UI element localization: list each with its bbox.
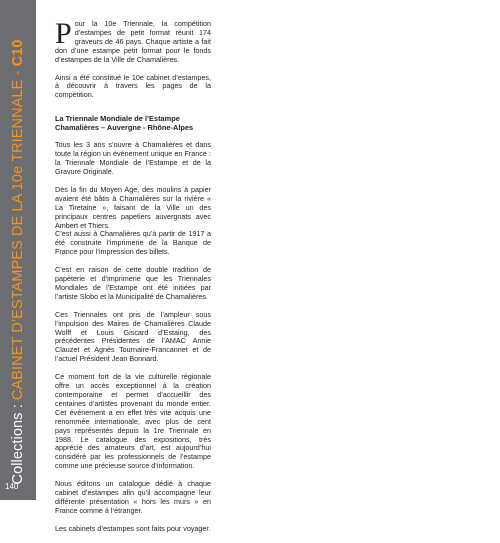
paragraph-moment-fort: Ce moment fort de la vie culturelle régionale offre un accès exceptionnel à la création contemporaine et permet d’accueillir des centaines d’artistes provenant du monde entier. Cet événement a en effet très vite acquis une renommée internationale, avec plus de cent pays représentés depuis la 1re Triennale en 1988. Le catalogue des expositions, très apprécié des amateurs d’art, est aujourd’hui considéré par les professionnels de l’estampe comme une précieuse source d’information. xyxy=(55,372,211,471)
drop-cap: P xyxy=(55,17,72,50)
paragraph-catalogue: Nous éditons un catalogue dédié à chaque cabinet d’estampes afin qu’il accompagne leur différente présentation « hors les murs » en France comme à l’étranger. xyxy=(55,479,211,515)
sidebar-title-main: CABINET D’ESTAMPES DE LA 10e TRIENNALE - xyxy=(9,66,26,401)
paragraph-moulins: Dès la fin du Moyen Age, des moulins à papier avaient été bâtis à Chamalières sur la rivière « La Tiretaine », faisant de la Ville un des principaux centres papetiers auvergnats avec Ambert et Thiers. xyxy=(55,184,211,230)
sidebar-title-prefix: Collections : xyxy=(9,400,26,485)
paragraph-maires: Ces Triennales ont pris de l’ampleur sous l’impulsion des Maires de Chamalières Claude Wolff et Louis Giscard d’Estaing, des précédentes Présidentes de l’AMAC Annie Clauzet et Agnès Tournaire-Francannet et de l’actuel Président Jean Bonnard. xyxy=(55,309,211,364)
sidebar-title-code: C10 xyxy=(9,39,26,67)
paragraph-cabinet: Ainsi a été constitué le 10e cabinet d’estampes, à découvrir à travers les pages de la compétition. xyxy=(55,72,211,100)
paragraph-imprimerie: C’est aussi à Chamalières qu’à partir de 1917 a été construite l’imprimerie de la Banque de France pour l’impression des billets. xyxy=(55,229,211,257)
intro-paragraph xyxy=(55,17,211,65)
section-heading: La Triennale Mondiale de l’Estampe Chamalières – Auvergne - Rhône-Alpes xyxy=(55,114,194,133)
article xyxy=(55,17,211,543)
paragraph-voyager: Les cabinets d’estampes sont faits pour voyager. xyxy=(55,523,211,533)
sidebar-title xyxy=(11,39,26,484)
paragraph-tradition: C’est en raison de cette double tradition de papèterie et d’imprimerie que les Triennales Mondiales de l’Estampe ont été initiées par l’artiste Slobo et la Municipalité de Chamalières. xyxy=(55,265,211,301)
intro-text: our la 10e Triennale, la compétition d’estampes de petit format réunit 174 graveurs de 46 pays. Chaque artiste a fait don d’une estampe petit format pour le fonds d’estampes de la Ville de Chamalières. xyxy=(55,19,211,64)
paragraph-triennale: Tous les 3 ans s’ouvre à Chamalières et dans toute la région un événement unique en France : la Triennale Mondiale de l’Estampe et de la Gravure Originale. xyxy=(55,140,211,176)
page-number: 140 xyxy=(5,482,19,491)
sidebar xyxy=(0,0,36,500)
